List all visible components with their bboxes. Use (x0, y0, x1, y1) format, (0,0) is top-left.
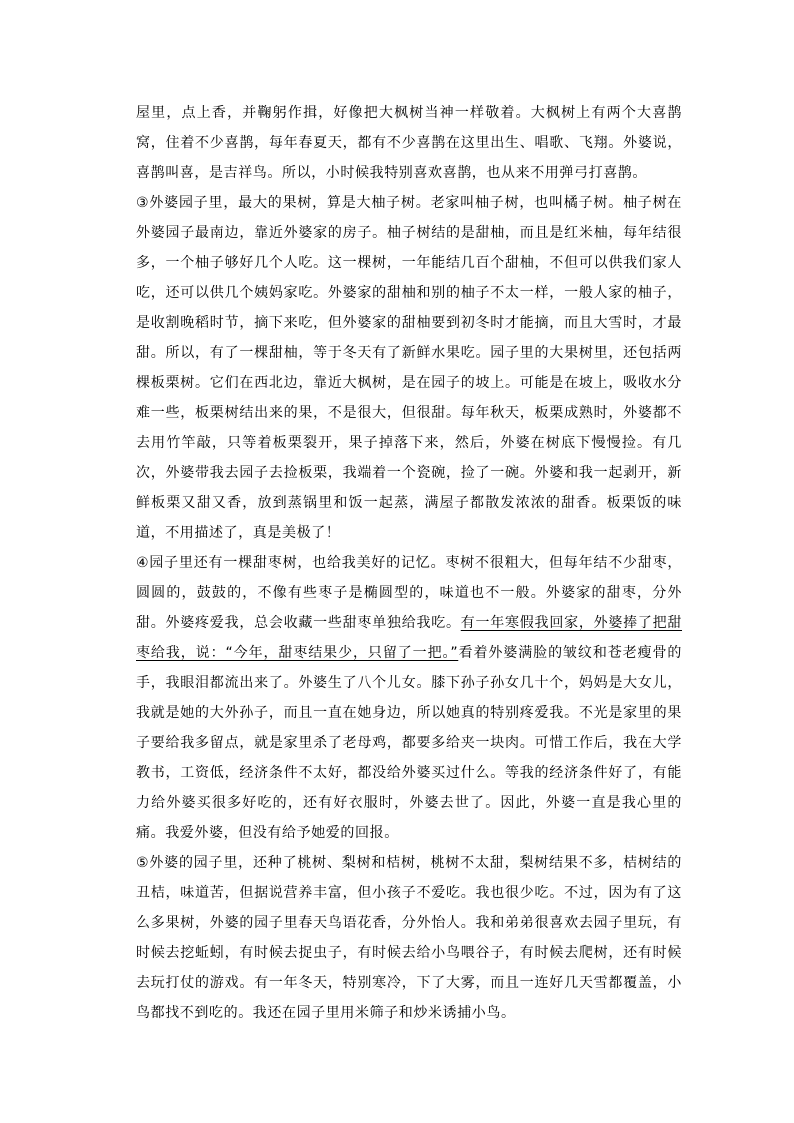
paragraph-4 (136, 548, 682, 848)
document-page (136, 98, 682, 1028)
paragraph-4-text-a: ④园子里还有一棵甜枣树，也给我美好的记忆。枣树不很粗大，但每年结不少甜枣，圆圆的，鼓鼓的，不像有些枣子是椭圆型的，味道也不一般。外婆家的甜枣，分外甜。外婆疼爱我，总会收藏一些甜枣单独给我吃。 (136, 555, 682, 631)
paragraph-continued: 屋里，点上香，并鞠躬作揖，好像把大枫树当神一样敬着。大枫树上有两个大喜鹊窝，住着不少喜鹊，每年春夏天，都有不少喜鹊在这里出生、唱歌、飞翔。外婆说，喜鹊叫喜，是吉祥鸟。所以，小时候我特别喜欢喜鹊，也从来不用弹弓打喜鹊。 (136, 105, 682, 181)
paragraph-5: ⑤外婆的园子里，还种了桃树、梨树和桔树，桃树不太甜，梨树结果不多，桔树结的丑桔，味道苦，但据说营养丰富，但小孩子不爱吃。我也很少吃。不过，因为有了这么多果树，外婆的园子里春天鸟语花香，分外怡人。我和弟弟很喜欢去园子里玩，有时候去挖蚯蚓，有时候去捉虫子，有时候去给小鸟喂谷子，有时候去爬树，还有时候去玩打仗的游戏。有一年冬天，特别寒冷，下了大雾，而且一连好几天雪都覆盖，小鸟都找不到吃的。我还在园子里用米筛子和炒米诱捕小鸟。 (136, 855, 682, 1021)
paragraph-4-text-b: 看着外婆满脸的皱纹和苍老瘦骨的手，我眼泪都流出来了。外婆生了八个儿女。膝下孙子孙女几十个，妈妈是大女儿，我就是她的大外孙子，而且一直在她身边，所以她真的特别疼爱我。不光是家里的果子要给我多留点，就是家里杀了老母鸡，都要多给夹一块肉。可惜工作后，我在大学教书，工资低，经济条件不太好，都没给外婆买过什么。等我的经济条件好了，有能力给外婆买很多好吃的，还有好衣服时，外婆去世了。因此，外婆一直是我心里的痛。我爱外婆，但没有给予她爱的回报。 (136, 645, 683, 841)
underlined-sentence: 有一年寒假我回家，外婆捧了把甜枣给我，说：“今年，甜枣结果少，只留了一把。” (136, 615, 683, 661)
paragraph-3: ③外婆园子里，最大的果树，算是大柚子树。老家叫柚子树，也叫橘子树。柚子树在外婆园子最南边，靠近外婆家的房子。柚子树结的是甜柚，而且是红米柚，每年结很多，一个柚子够好几个人吃。这一棵树，一年能结几百个甜柚，不但可以供我们家人吃，还可以供几个姨妈家吃。外婆家的甜柚和别的柚子不太一样，一般人家的柚子，是收割晚稻时节，摘下来吃，但外婆家的甜柚要到初冬时才能摘，而且大雪时，才最甜。所以，有了一棵甜柚，等于冬天有了新鲜水果吃。园子里的大果树里，还包括两棵板栗树。它们在西北边，靠近大枫树，是在园子的坡上。可能是在坡上，吸收水分难一些，板栗树结出来的果，不是很大，但很甜。每年秋天，板栗成熟时，外婆都不去用竹竿敲，只等着板栗裂开，果子掉落下来，然后，外婆在树底下慢慢捡。有几次，外婆带我去园子去捡板栗，我端着一个瓷碗，捡了一碗。外婆和我一起剥开，新鲜板栗又甜又香，放到蒸锅里和饭一起蒸，满屋子都散发浓浓的甜香。板栗饭的味道，不用描述了，真是美极了！ (136, 195, 682, 541)
